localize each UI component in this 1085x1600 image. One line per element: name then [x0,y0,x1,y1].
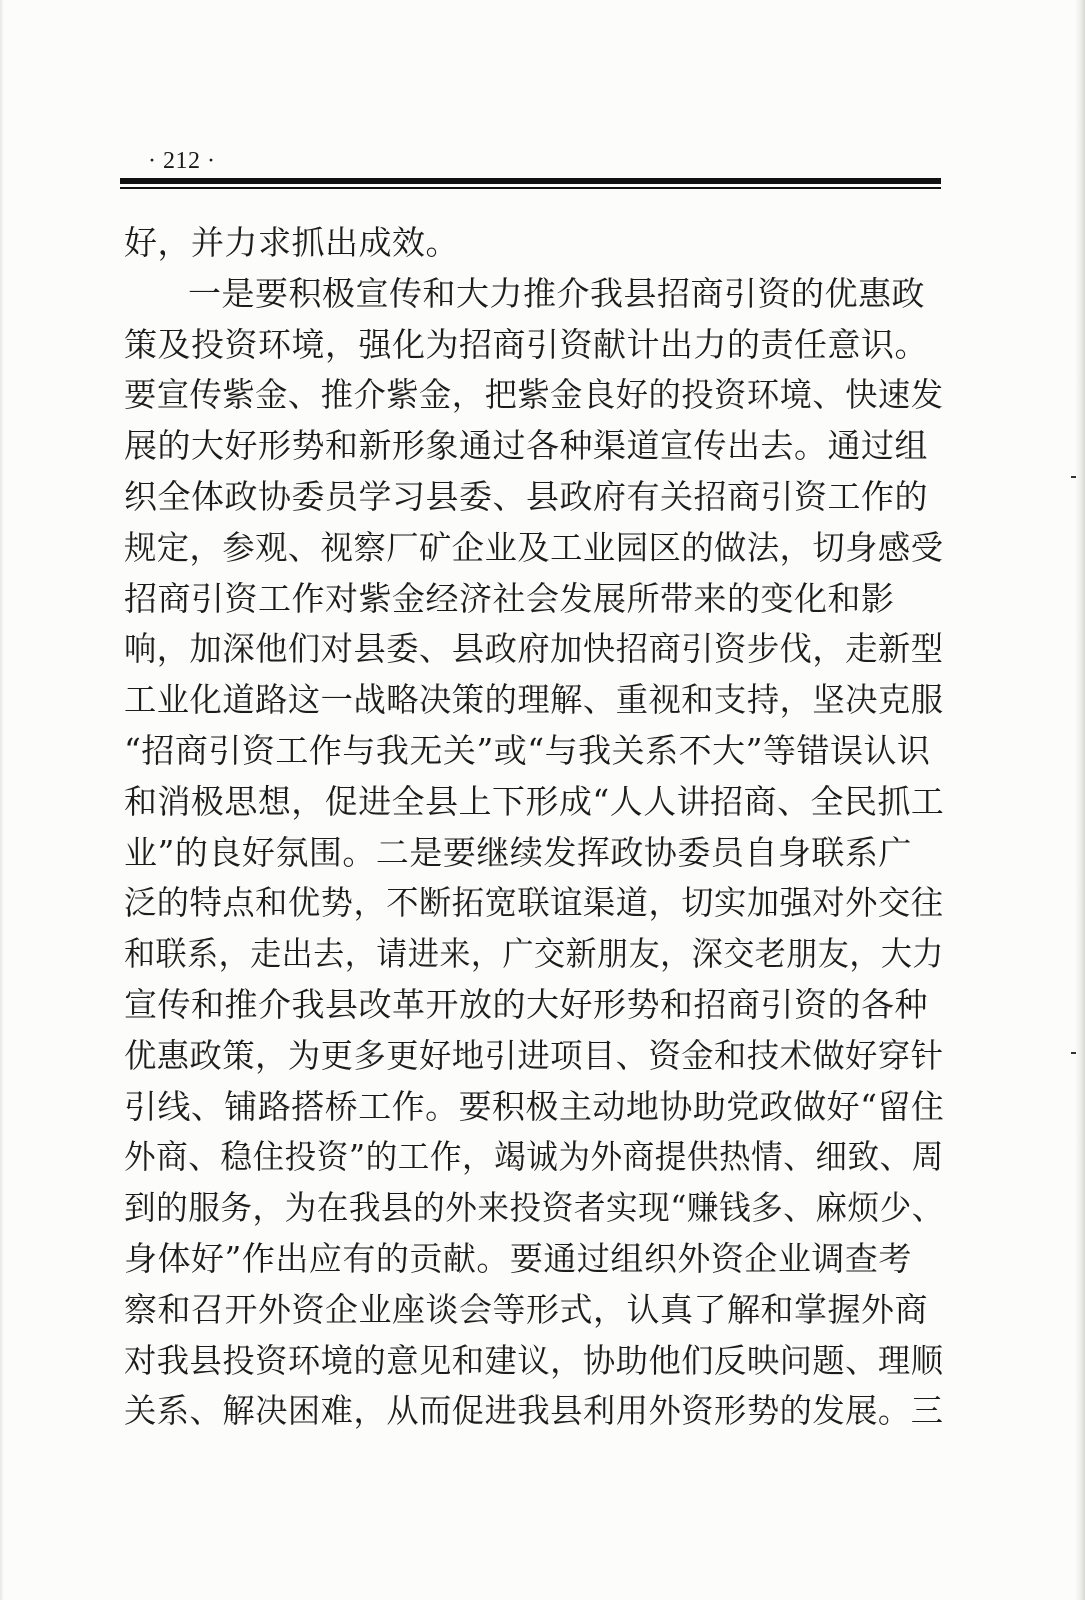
text-line: 外商、稳住投资”的工作，竭诚为外商提供热情、细致、周 [124,1137,944,1177]
text-line: 泛的特点和优势，不断拓宽联谊渠道，切实加强对外交往 [124,883,944,923]
text-line: 业”的良好氛围。二是要继续发挥政协委员自身联系广 [124,832,912,872]
text-line: 招商引资工作对紫金经济社会发展所带来的变化和影 [124,578,895,618]
header-rule-thin [120,187,941,189]
text-line: 响，加深他们对县委、县政府加快招商引资步伐，走新型 [124,629,944,669]
text-line: 察和召开外资企业座谈会等形式，认真了解和掌握外商 [124,1289,928,1329]
text-line: 策及投资环境，强化为招商引资献计出力的责任意识。 [124,324,928,364]
text-line: 好，并力求抓出成效。 [124,223,459,262]
text-line: 规定，参观、视察厂矿企业及工业园区的做法，切身感受 [124,527,944,567]
text-line: 身体好”作出应有的贡献。要通过组织外资企业调查考 [124,1238,912,1278]
page-number: · 212 · [148,148,216,174]
edge-mark [1071,476,1076,478]
body-text [124,218,944,1437]
header-rule-thick [120,178,941,184]
text-line: 要宣传紫金、推介紫金，把紫金良好的投资环境、快速发 [124,375,944,415]
text-line: 和联系，走出去，请进来，广交新朋友，深交老朋友，大力 [124,934,944,974]
scan-edge-right [1075,0,1085,1600]
text-line: 织全体政协委员学习县委、县政府有关招商引资工作的 [124,476,928,516]
text-line: 到的服务，为在我县的外来投资者实现“赚钱多、麻烦少、 [124,1188,944,1228]
text-line: 引线、铺路搭桥工作。要积极主动地协助党政做好“留住 [124,1086,945,1126]
text-line: 优惠政策，为更多更好地引进项目、资金和技术做好穿针 [124,1035,944,1075]
text-line: 对我县投资环境的意见和建议，协助他们反映问题、理顺 [124,1340,944,1380]
text-line: 关系、解决困难，从而促进我县利用外资形势的发展。三 [124,1391,944,1431]
text-line: “招商引资工作与我无关”或“与我关系不大”等错误认识 [124,730,931,770]
text-line: 和消极思想，促进全县上下形成“人人讲招商、全民抓工 [124,781,945,821]
text-line: 一是要积极宣传和大力推介我县招商引资的优惠政 [188,273,925,313]
edge-mark [1071,1052,1076,1054]
scan-edge-left [0,0,4,1600]
text-line: 展的大好形势和新形象通过各种渠道宣传出去。通过组 [124,426,928,466]
text-line: 工业化道路这一战略决策的理解、重视和支持，坚决克服 [124,680,944,720]
text-line: 宣传和推介我县改革开放的大好形势和招商引资的各种 [124,984,928,1024]
